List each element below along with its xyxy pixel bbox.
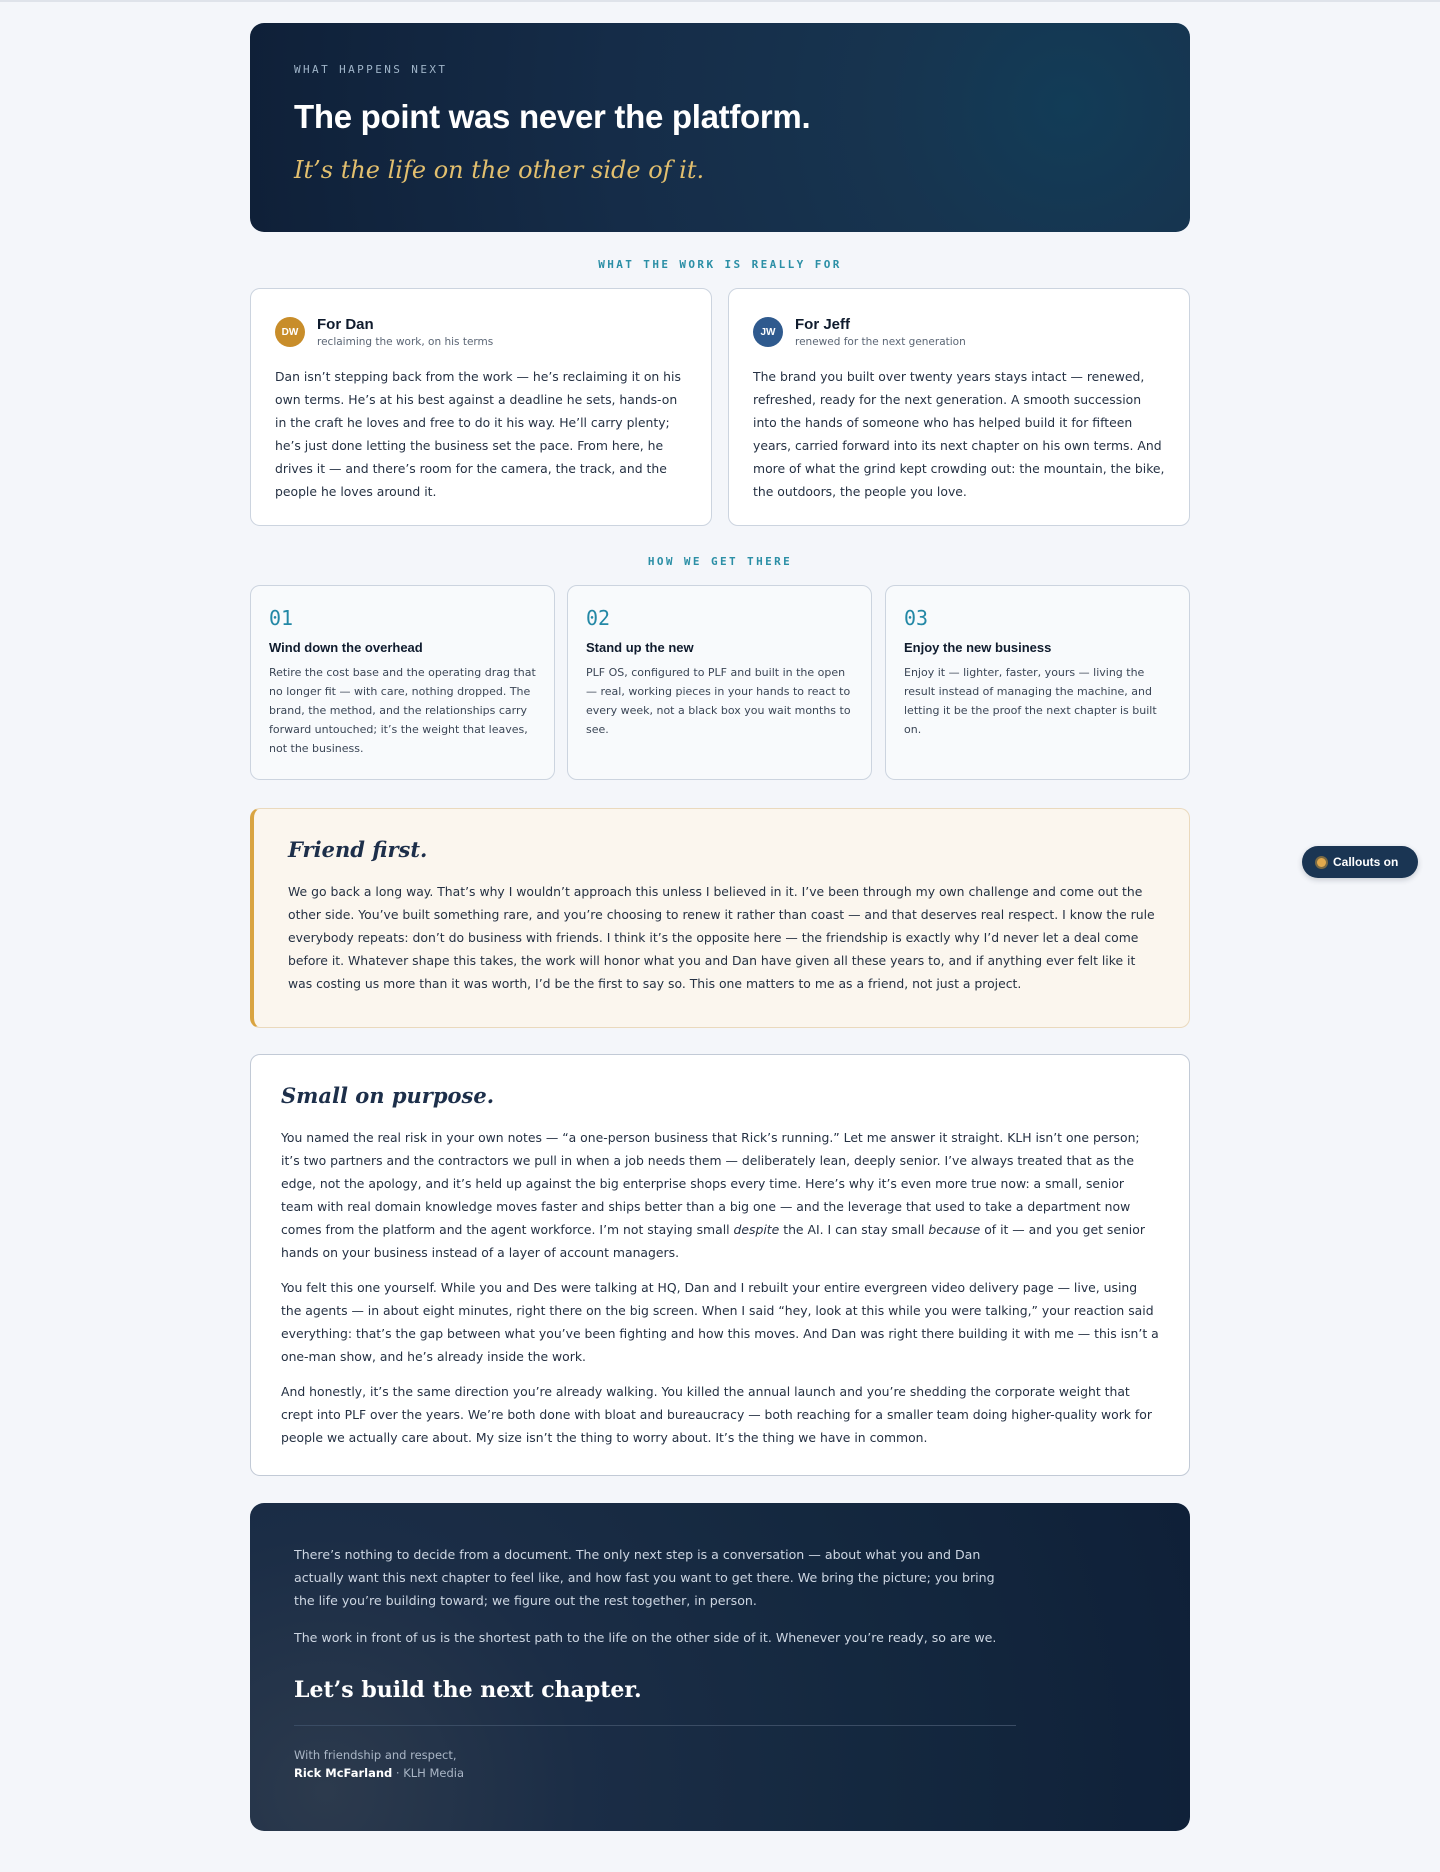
emphasis-because: because [928,1222,981,1237]
card-header [275,316,687,348]
paragraph-text: You named the real risk in your own notes — “a one-person business that Rick’s running.” Let me answer it straight. KLH isn’t one person; it’s two partners and the contractors we pull in when a job needs them — deliberately lean, deeply senior. I’ve always treated that as the edge, not the apology, and it’s held up against the big enterprise shops every time. Here’s why it’s even more true now: a small, senior team with real domain knowledge moves faster and ships better than a big one — and the leverage that used to take a department now comes from the platform and the agent workforce. I’m not staying small [281,1130,1140,1237]
card-name: For Jeff [795,316,851,333]
section-label-how: HOW WE GET THERE [647,555,793,568]
paragraph-text: the AI. I can stay small [779,1222,929,1237]
closing-banner [250,1503,1190,1831]
closing-paragraph-1: There’s nothing to decide from a document. The only next step is a conversation — about what you and Dan actually want this next chapter to feel like, and how fast you want to get there. We bring the picture; you bring the life you’re building toward; we figure out the rest together, in person. [294,1547,995,1608]
step-card-3 [885,585,1190,780]
closing-divider [294,1725,1016,1726]
step-number: 02 [586,606,611,630]
card-body: The brand you built over twenty years stays intact — renewed, refreshed, ready for the next generation. A smooth succession into the hands of someone who has helped build it for fifteen years, carried forward into its next chapter on his own terms. And more of what the grind kept crowding out: the mountain, the bike, the outdoors, the people you love. [753,369,1165,499]
card-body: Dan isn’t stepping back from the work — he’s reclaiming it on his own terms. He’s at his best against a deadline he sets, hands-on in the craft he loves and free to do it his way. He’ll carry plenty; he’s just done letting the business set the pace. From here, he drives it — and there’s room for the camera, the track, and the people he loves around it. [275,369,681,499]
paragraph-text: of it — and you get senior hands on your business instead of a layer of account managers. [281,1222,1145,1260]
toggle-indicator-icon [1317,858,1326,867]
card-tagline: renewed for the next generation [795,336,966,348]
hero-title: The point was never the platform. [294,98,811,135]
step-number: 03 [904,606,929,630]
section-body [281,1126,1159,1449]
step-title: Stand up the new [586,640,694,655]
paragraph-2: You felt this one yourself. While you and Des were talking at HQ, Dan and I rebuilt your entire evergreen video delivery page — live, using the agents — in about eight minutes, right there on the big screen. When I said “hey, look at this while you were talking,” your reaction said everything: that’s the gap between what you’ve been fighting and how this moves. And Dan was right there building it with me — this isn’t a one-man show, and he’s already inside the work. [281,1280,1159,1364]
friend-first-callout [250,808,1190,1028]
emphasis-despite: despite [733,1222,780,1237]
hero-eyebrow: WHAT HAPPENS NEXT [294,63,448,76]
card-tagline: reclaiming the work, on his terms [317,336,494,348]
section-heading: Small on purpose. [281,1083,495,1108]
step-number: 01 [269,606,294,630]
step-card-2 [567,585,872,780]
callout-body: We go back a long way. That’s why I wouldn’t approach this unless I believed in it. I’ve been through my own challenge and come out the other side. You’ve built something rare, and you’re choosing to renew it rather than coast — and that deserves real respect. I know the rule everybody repeats: don’t do business with friends. I think it’s the opposite here — the friendship is exactly why I’d never let a deal come before it. Whatever shape this takes, the work will honor what you and Dan have given all these years to, and if anything ever felt like it was costing us more than it was worth, I’d be the first to say so. This one matters to me as a friend, not just a project. [288,884,1155,991]
card-header [753,316,1165,348]
paragraph-3: And honestly, it’s the same direction you’re already walking. You killed the annual launch and you’re shedding the corporate weight that crept into PLF over the years. We’re both done with bloat and bureaucracy — both reaching for a smaller team doing higher-quality work for people we actually care about. My size isn’t the thing to worry about. It’s the thing we have in common. [281,1384,1152,1445]
signoff-line: With friendship and respect, [294,1748,457,1762]
toggle-label: Callouts on [1333,855,1399,869]
paragraph-1 [281,1126,1159,1264]
callout-heading: Friend first. [288,837,428,862]
card-name: For Dan [317,316,374,333]
card-for-jeff [728,288,1190,526]
step-title: Enjoy the new business [904,640,1052,655]
hero-subtitle: It’s the life on the other side of it. [294,156,705,184]
signer-name: Rick McFarland [294,1766,393,1780]
closing-paragraph-2: The work in front of us is the shortest path to the life on the other side of it. Whenever you’re ready, so are we. [294,1630,997,1645]
callouts-toggle-button[interactable] [1302,846,1418,878]
avatar: JW [753,317,783,347]
small-on-purpose-section [250,1054,1190,1476]
section-label-work: WHAT THE WORK IS REALLY FOR [598,258,842,271]
card-for-dan [250,288,712,526]
signer-company: · KLH Media [395,1766,465,1780]
step-body: PLF OS, configured to PLF and built in the open — real, working pieces in your hands to react to every week, not a black box you wait months to see. [586,666,851,736]
signature [294,1766,1146,1780]
hero-banner [250,23,1190,232]
step-body: Retire the cost base and the operating drag that no longer fit — with care, nothing dropped. The brand, the method, and the relationships carry forward untouched; it’s the weight that leaves, not the business. [269,666,536,755]
top-border [0,0,1440,2]
step-body: Enjoy it — lighter, faster, yours — living the result instead of managing the machine, and letting it be the proof the next chapter is built on. [904,666,1157,736]
step-title: Wind down the overhead [269,640,423,655]
step-card-1 [250,585,555,780]
avatar: DW [275,317,305,347]
closing-heading: Let’s build the next chapter. [294,1677,642,1703]
